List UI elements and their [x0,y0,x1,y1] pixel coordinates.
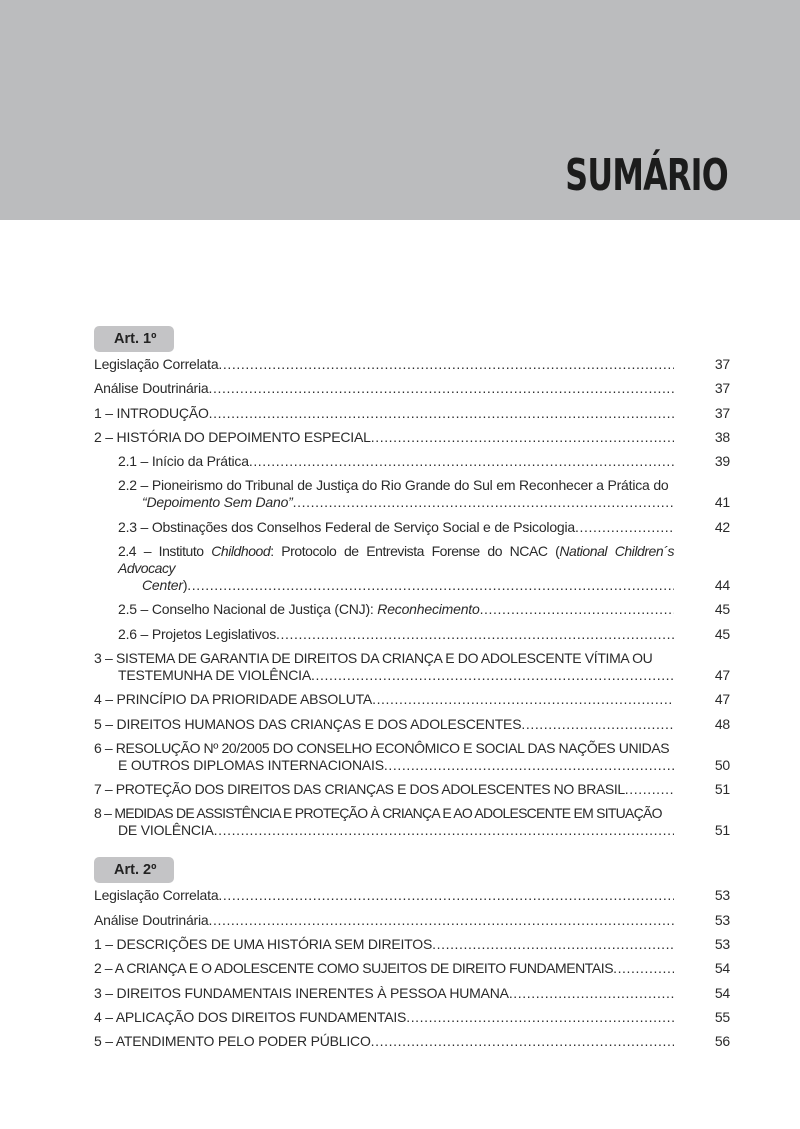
entry-text-line2: Center) [142,577,188,594]
toc-entry[interactable] [94,691,730,708]
page-number: 41 [714,494,730,511]
page-number: 45 [714,601,730,618]
entry-text: 7 – PROTEÇÃO DOS DIREITOS DAS CRIANÇAS E DOS ADOLESCENTES NO BRASIL [94,781,625,798]
dot-leader [613,960,674,977]
toc-entry[interactable] [94,477,730,511]
dot-leader [372,691,674,708]
page-title: SUMÁRIO [565,150,728,201]
toc-entry[interactable] [94,650,730,684]
toc-entry[interactable] [94,1009,730,1026]
toc-entry[interactable] [94,626,730,643]
entry-text: Legislação Correlata [94,887,219,904]
page-number: 56 [714,1033,730,1050]
entry-text-line2: TESTEMUNHA DE VIOLÊNCIA [118,666,311,683]
dot-leader [218,356,674,373]
toc-entry[interactable] [94,380,730,397]
dot-leader [214,822,674,839]
page-number: 37 [714,380,730,397]
toc-entry[interactable] [94,936,730,953]
toc-entry[interactable] [94,805,730,839]
page-number: 55 [714,1008,730,1025]
entry-text: 2.3 – Obstinações dos Conselhos Federal de Serviço Social e de Psicologia [118,518,576,535]
page-number: 48 [714,715,730,732]
entry-text-line1: 3 – SISTEMA DE GARANTIA DE DIREITOS DA CRIANÇA E DO ADOLESCENTE VÍTIMA OU [94,649,653,666]
toc-entry[interactable] [94,740,730,774]
page-number: 42 [714,518,730,535]
page-number: 54 [714,960,730,977]
entry-text-line2: “Depoimento Sem Dano” [142,494,293,511]
toc-entry[interactable] [94,912,730,929]
page-number: 47 [714,666,730,683]
entry-text-line1: 2.2 – Pioneirismo do Tribunal de Justiça do Rio Grande do Sul em Reconhecer a Prática do [118,477,669,494]
dot-leader [575,519,674,536]
entry-text-line1: 2.4 – Instituto Childhood: Protocolo de Entrevista Forense do NCAC (National Children´s Advocacy [118,543,674,577]
dot-leader [249,453,674,470]
dot-leader [406,1009,674,1026]
dot-leader [480,601,674,618]
toc-entry[interactable] [94,1033,730,1050]
section-label: Art. 1º [94,326,174,352]
entry-text: Análise Doutrinária [94,911,209,928]
toc-entry[interactable] [94,543,730,594]
entry-text: 2 – HISTÓRIA DO DEPOIMENTO ESPECIAL [94,428,371,445]
dot-leader [187,577,674,594]
page-number: 37 [714,404,730,421]
toc-entry[interactable] [94,429,730,446]
entry-text: 4 – PRINCÍPIO DA PRIORIDADE ABSOLUTA [94,691,373,708]
entry-text: Legislação Correlata [94,356,219,372]
toc-entry[interactable] [94,453,730,470]
entry-text: 5 – DIREITOS HUMANOS DAS CRIANÇAS E DOS ADOLESCENTES [94,715,522,732]
page-number: 54 [714,984,730,1001]
entry-text: 1 – DESCRIÇÕES DE UMA HISTÓRIA SEM DIREITOS [94,936,433,953]
toc-entry[interactable] [94,601,730,618]
dot-leader [311,667,674,684]
dot-leader [625,781,674,798]
entry-text-line2: E OUTROS DIPLOMAS INTERNACIONAIS [118,756,384,773]
toc-entry[interactable] [94,519,730,536]
entry-text: 4 – APLICAÇÃO DOS DIREITOS FUNDAMENTAIS [94,1008,407,1025]
toc-entry[interactable] [94,716,730,733]
entry-text-line2: DE VIOLÊNCIA [118,822,214,839]
dot-leader [276,626,674,643]
dot-leader [384,757,674,774]
toc-entry[interactable] [94,985,730,1002]
entry-text: 2.1 – Início da Prática [118,453,249,470]
section-art-1 [94,326,730,839]
page-number: 51 [714,781,730,798]
dot-leader [521,716,674,733]
dot-leader [371,1033,674,1050]
page-number: 38 [714,428,730,445]
page-number: 45 [714,625,730,642]
dot-leader [208,380,674,397]
dot-leader [371,429,674,446]
toc-entry[interactable] [94,960,730,977]
entry-text: Análise Doutrinária [94,380,209,397]
page-number: 47 [714,691,730,708]
page-number: 50 [714,756,730,773]
dot-leader [218,887,674,904]
section-art-2 [94,857,730,1050]
entry-text: 1 – INTRODUÇÃO [94,404,209,421]
page-number: 53 [714,911,730,928]
toc-entry[interactable] [94,405,730,422]
entry-text-line1: 6 – RESOLUÇÃO Nº 20/2005 DO CONSELHO ECONÔMICO E SOCIAL DAS NAÇÕES UNIDAS [94,739,670,756]
entry-text: 3 – DIREITOS FUNDAMENTAIS INERENTES À PESSOA HUMANA [94,984,509,1001]
page-number: 44 [714,577,730,594]
entry-text: 5 – ATENDIMENTO PELO PODER PÚBLICO [94,1033,371,1050]
page-number: 37 [714,356,730,372]
page-header [0,0,800,220]
dot-leader [209,405,674,422]
page-number: 51 [714,822,730,839]
section-label: Art. 2º [94,857,174,883]
dot-leader [208,912,674,929]
dot-leader [432,936,674,953]
toc-entry[interactable] [94,887,730,904]
dot-leader [293,494,674,511]
entry-text: 2.5 – Conselho Nacional de Justiça (CNJ): Reconhecimento [118,601,480,618]
entry-text: 2.6 – Projetos Legislativos [118,625,277,642]
entry-text-line1: 8 – MEDIDAS DE ASSISTÊNCIA E PROTEÇÃO À CRIANÇA E AO ADOLESCENTE EM SITUAÇÃO [94,805,662,822]
entry-text: 2 – A CRIANÇA E O ADOLESCENTE COMO SUJEITOS DE DIREITO FUNDAMENTAIS [94,960,614,977]
toc-entry[interactable] [94,356,730,373]
dot-leader [509,985,674,1002]
page-number: 39 [714,453,730,470]
toc-entry[interactable] [94,781,730,798]
page-number: 53 [714,887,730,904]
table-of-contents [94,326,730,1058]
page-number: 53 [714,936,730,953]
